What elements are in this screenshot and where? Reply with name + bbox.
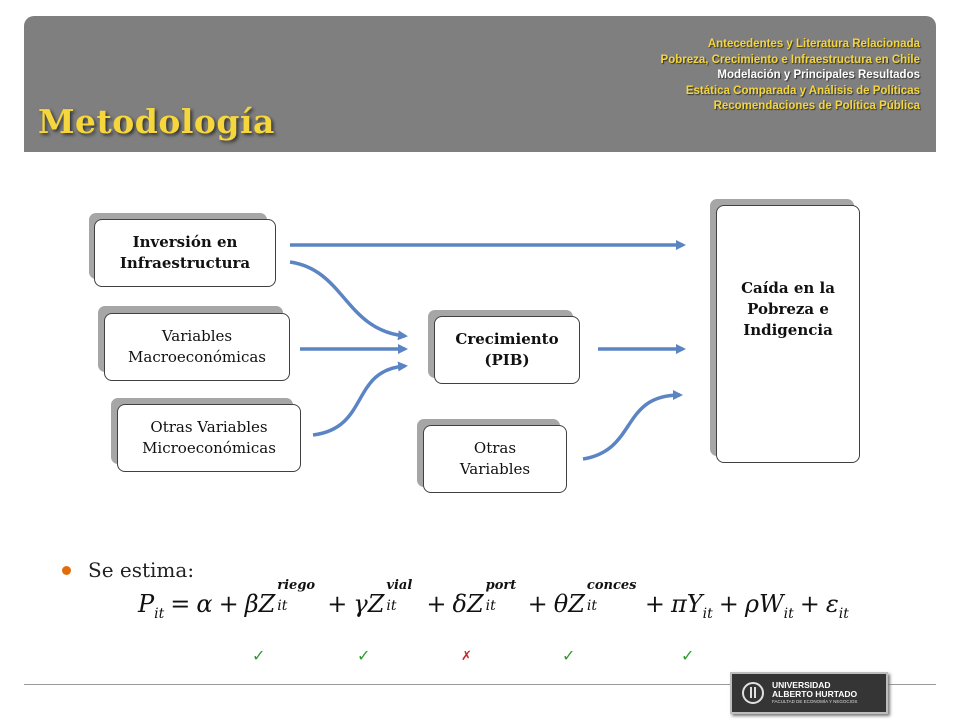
formula-theta: θ — [553, 590, 569, 618]
formula-vial-scripts — [384, 578, 420, 614]
macro-line-1: Variables — [161, 327, 233, 345]
university-logo — [730, 672, 888, 714]
caida-line-3: Indigencia — [743, 321, 833, 339]
formula-z-vial: Z — [367, 590, 385, 618]
formula-conces-sup: conces — [586, 578, 637, 593]
formula-lhs-sub: it — [154, 606, 165, 622]
formula-equals: = — [170, 590, 191, 618]
check-icon: ✓ — [357, 646, 371, 665]
micro-box — [117, 404, 301, 472]
nav-item-modelacion[interactable]: Modelación y Principales Resultados — [717, 69, 920, 81]
caida-box — [716, 205, 860, 463]
arrow-micro-crecimiento — [313, 366, 405, 435]
check-icon: ✓ — [562, 646, 576, 665]
caida-line-2: Pobreza e — [747, 300, 829, 318]
crecimiento-box — [434, 316, 580, 384]
macro-line-2: Macroeconómicas — [128, 348, 266, 366]
nav-item-estatica[interactable]: Estática Comparada y Análisis de Políticas — [685, 84, 920, 97]
crecimiento-line-1: Crecimiento — [455, 330, 559, 348]
macro-box — [104, 313, 290, 381]
inversion-box — [94, 219, 276, 287]
formula-plus: + — [644, 590, 666, 618]
formula-plus: + — [527, 590, 548, 618]
formula-plus: + — [426, 590, 447, 618]
university-seal-icon — [742, 682, 764, 704]
otras-line-1: Otras — [473, 439, 517, 457]
nav-item-recomendaciones[interactable]: Recomendaciones de Política Pública — [713, 100, 920, 112]
formula-alpha: α — [196, 590, 213, 618]
check-icon: ✓ — [681, 646, 695, 665]
arrow-inversion-crecimiento — [290, 262, 405, 336]
formula-port-scripts — [484, 578, 522, 614]
formula-delta: δ — [452, 590, 467, 618]
formula-riego-sup: riego — [277, 578, 316, 593]
regression-formula — [138, 578, 849, 622]
inversion-line-1: Inversión en — [132, 233, 238, 251]
formula-conces-scripts — [585, 578, 639, 614]
bullet-text: Se estima: — [88, 558, 195, 582]
formula-pi: π — [671, 590, 687, 618]
formula-lhs: P — [138, 590, 155, 618]
inversion-line-2: Infraestructura — [119, 254, 251, 272]
formula-z-riego: Z — [258, 590, 276, 618]
logo-line-2: ALBERTO HURTADO — [772, 689, 858, 699]
formula-plus: + — [327, 590, 348, 618]
formula-conces-sub: it — [586, 598, 598, 614]
formula-rho: ρ — [744, 590, 759, 618]
micro-line-1: Otras Variables — [150, 418, 268, 436]
formula-w-sub: it — [783, 606, 794, 622]
otras-line-2: Variables — [459, 460, 531, 478]
formula-vial-sup: vial — [386, 578, 413, 593]
logo-text — [772, 681, 857, 705]
nav-item-pobreza[interactable]: Pobreza, Crecimiento e Infraestructura en Chile — [660, 53, 920, 66]
formula-plus: + — [799, 590, 820, 618]
crecimiento-line-2: (PIB) — [484, 351, 530, 369]
formula-port-sup: port — [485, 578, 517, 593]
formula-beta: β — [244, 590, 259, 618]
formula-y-sub: it — [702, 606, 713, 622]
formula-plus: + — [218, 590, 239, 618]
otras-box — [423, 425, 567, 493]
formula-vial-sub: it — [386, 598, 397, 614]
bullet-icon — [62, 566, 71, 575]
check-icon: ✓ — [252, 646, 266, 665]
formula-w: W — [758, 590, 784, 618]
formula-riego-sub: it — [277, 598, 288, 614]
arrow-otras-caida — [583, 395, 680, 459]
formula-plus: + — [718, 590, 739, 618]
formula-y: Y — [686, 590, 703, 618]
page-title: Metodología — [38, 102, 275, 141]
formula-epsilon: ε — [825, 590, 839, 618]
cross-icon: ✗ — [461, 649, 472, 664]
nav-item-antecedentes[interactable]: Antecedentes y Literatura Relacionada — [707, 38, 920, 50]
formula-epsilon-sub: it — [838, 606, 849, 622]
formula-riego-scripts — [275, 578, 321, 614]
formula-z-conces: Z — [568, 590, 585, 618]
formula-z-port: Z — [466, 590, 484, 618]
logo-line-1: UNIVERSIDAD — [772, 680, 831, 690]
formula-gamma: γ — [353, 590, 368, 618]
caida-line-1: Caída en la — [741, 279, 835, 297]
logo-line-3: FACULTAD DE ECONOMÍA Y NEGOCIOS — [772, 699, 858, 704]
formula-port-sub: it — [485, 598, 496, 614]
micro-line-2: Microeconómicas — [142, 439, 276, 457]
